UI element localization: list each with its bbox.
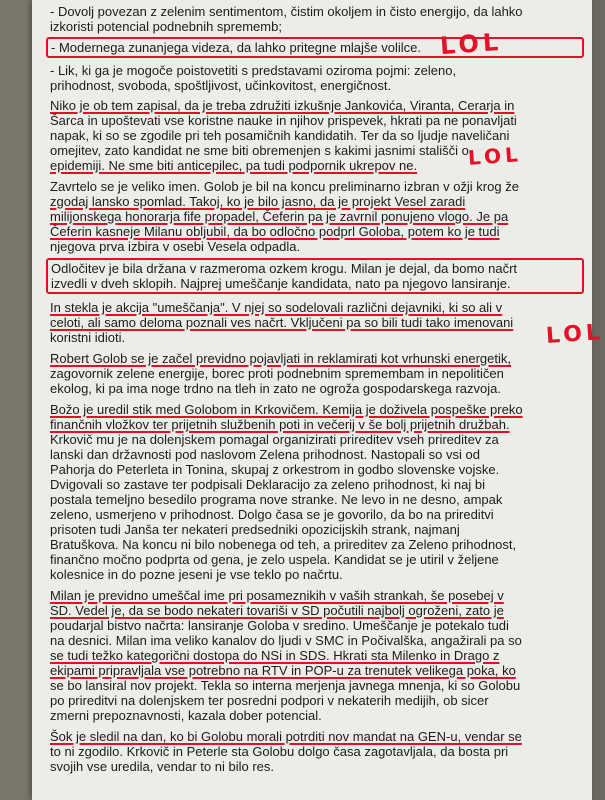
lol-annotation-3: LOL xyxy=(545,320,605,349)
text-line: omejitev, zato kandidat ne sme biti obremenjen s kakimi jasnimi stališči o xyxy=(50,143,469,158)
text-line: Šok je sledil na dan, ko bi Golobu morali potrditi nov mandat na GEN-u, vendar se xyxy=(50,729,522,744)
text-line: - Dovolj povezan z zelenim sentimentom, čistim okoljem in čisto energijo, da lahko xyxy=(50,4,523,19)
paragraph xyxy=(50,729,580,774)
text-line: zmerni prepoznavnosti, kazala dober potencial. xyxy=(50,708,322,723)
paragraph xyxy=(50,351,580,396)
bullet-item xyxy=(46,37,584,58)
text-line: epidemiji. Ne sme biti anticepilec, pa tudi podpornik ukrepov ne. xyxy=(50,158,418,173)
text-line: finančno močno podprta od gena, je zelo uspela. Kandidat se je utiril v željene xyxy=(50,552,499,567)
text-line: Krkovič mu je na dolenjskem pomagal organizirati prireditev vseh prireditev za xyxy=(50,432,499,447)
lol-annotation-1: LOL xyxy=(439,27,504,61)
text-line: Šarca in upoštevati vse koristne nauke in njihov prispevek, hkrati pa ne ponavljati xyxy=(50,113,517,128)
text-line: po prireditvi na dolenjskem ter posredni podpori v nekaterih medijih, ob sicer xyxy=(50,693,489,708)
text-line: zagovornik zelene energije, borec proti podnebnim spremembam in nepolitičen xyxy=(50,366,504,381)
text-line: zeleno, usmerjeno v prihodnost. Dolgo časa se je govorilo, da bo na prireditvi xyxy=(50,507,494,522)
text-line: Pahorja do Peterleta in Tonina, skupaj z orkestrom in godbo slovenske vojske. xyxy=(50,462,500,477)
text-line: na desnici. Milan ima veliko kanalov do ljudi v SMC in Počivalška, angažirali pa so xyxy=(50,633,522,648)
text-line: Milan je previdno umeščal ime pri posameznikih v vaših strankah, še posebej v xyxy=(50,588,504,603)
paper-sheet xyxy=(32,0,605,800)
text-line: - Modernega zunanjega videza, da lahko pritegne mlajše volilce. xyxy=(51,40,421,55)
paragraph xyxy=(50,588,580,723)
text-line: poudarjal bistvo načrta: lansiranje Goloba v sredino. Umeščanje je potekalo tudi xyxy=(50,618,509,633)
document-body xyxy=(50,4,580,780)
paragraph xyxy=(50,179,580,254)
text-line: prisoten tudi Janša ter nekateri predsedniki opozicijskih strank, najmanj xyxy=(50,522,460,537)
text-line: ekipami pripravljala vse potrebno na RTV in POP-u za trenutek velikega poka, ko xyxy=(50,663,516,678)
text-line: finančnih vložkov ter prijetnih službenih poti in večerij v še bolj prijetnih družbah. xyxy=(50,417,510,432)
text-line: In stekla je akcija "umeščanja". V njej so sodelovali različni dejavniki, ki so ali v xyxy=(50,300,503,315)
text-line: - Lik, ki ga je mogoče poistovetiti s predstavami oziroma pojmi: zeleno, xyxy=(50,63,457,78)
text-line: Čeferin kasneje Milanu obljubil, da bo odločno podprl Goloba, potem ko je tudi xyxy=(50,224,500,239)
text-line: koristni idioti. xyxy=(50,330,126,345)
text-line: kolesnice in do pozne jeseni je vse teklo po načrtu. xyxy=(50,567,343,582)
text-line: postala temeljno besedilo programa nove stranke. Ne levo in ne desno, ampak xyxy=(50,492,503,507)
text-line: Robert Golob se je začel previdno pojavljati in reklamirati kot vrhunski energetik, xyxy=(50,351,511,366)
text-line: njegova prva izbira v osebi Vesela odpadla. xyxy=(50,239,301,254)
paragraph xyxy=(50,300,580,345)
text-line: se bo lansiral nov projekt. Tekla so interna merjenja javnega mnenja, ki so Golobu xyxy=(50,678,521,693)
bullet-item xyxy=(50,63,580,93)
text-line: Odločitev je bila držana v razmeroma ozkem krogu. Milan je dejal, da bomo načrt xyxy=(51,261,518,276)
lol-annotation-2: LOL xyxy=(467,142,523,170)
text-line: Zavrtelo se je veliko imen. Golob je bil na koncu preliminarno izbran v ožji krog že xyxy=(50,179,519,194)
text-line: zgodaj lansko spomlad. Takoj, ko je bilo jasno, da je projekt Vesel zaradi xyxy=(50,194,466,209)
text-line: se tudi težko kategorični dostopa do NSi in SDS. Hkrati sta Milenko in Drago z xyxy=(50,648,500,663)
text-line: celoti, ali samo deloma poznali ves načrt. Vključeni pa so bili tudi tako imenovani xyxy=(50,315,514,330)
text-line: Dvigovali so zastave ter podpisali Deklaracijo za zeleno prihodnost, ki naj bi xyxy=(50,477,486,492)
text-line: prihodnost, svoboda, spoštljivost, učinkovitost, energičnost. xyxy=(50,78,392,93)
text-line: Bratuškova. Na koncu ni bilo nobenega od teh, a prireditev za Zeleno prihodnost, xyxy=(50,537,517,552)
paragraph xyxy=(50,402,580,582)
text-line: to ni zgodilo. Krkovič in Peterle sta Golobu dolgo časa zagotavljala, da bosta pri xyxy=(50,744,509,759)
text-line: milijonskega honorarja fife propadel, Čeferin pa je zavrnil ponujeno vlogo. Je pa xyxy=(50,209,509,224)
paragraph xyxy=(46,258,584,294)
text-line: SD. Vedel je, da se bodo nekateri tovariši v SD počutili najbolj ogroženi, zato je xyxy=(50,603,504,618)
text-line: Niko je ob tem zapisal, da je treba združiti izkušnje Jankovića, Viranta, Cerarja in xyxy=(50,98,515,113)
text-line: ekolog, ki pa ima noge trdno na tleh in zato ne ogroža gospodarskega razvoja. xyxy=(50,381,501,396)
text-line: svojih vse uredila, vendar to ni bilo res. xyxy=(50,759,275,774)
text-line: Božo je uredil stik med Golobom in Krkovičem. Kemija je doživela pospeške preko xyxy=(50,402,523,417)
text-line: napak, ki so se zgodile pri teh posamičnih kandidatih. Ter da so ljudje naveličani xyxy=(50,128,510,143)
text-line: izkoristi potencial podnebnih sprememb; xyxy=(50,19,282,34)
text-line: izvedli v dveh sklopih. Najprej umeščanje kandidata, nato pa njegovo lansiranje. xyxy=(51,276,511,291)
text-line: lanski dan državnosti pod naslovom Zelena prihodnost. Nastopali so vsi od xyxy=(50,447,480,462)
